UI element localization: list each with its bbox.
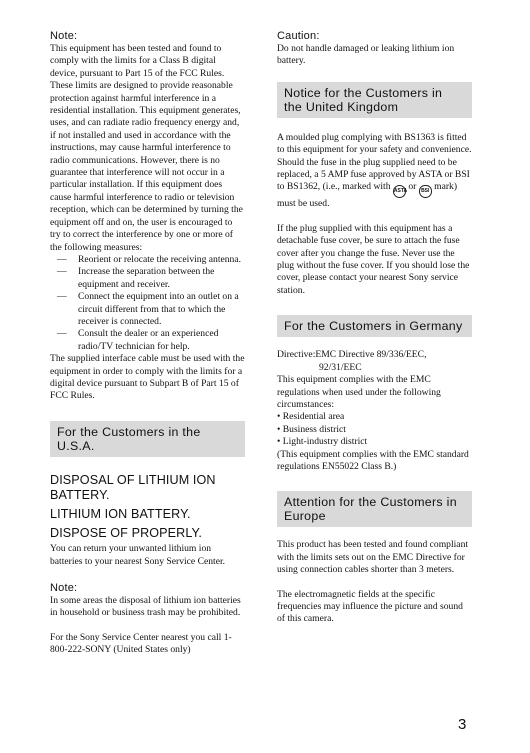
europe-emf-text: The electromagnetic fields at the specific frequencies may influence the picture and sound of this camera. bbox=[277, 588, 463, 625]
directive-line-1: Directive:EMC Directive 89/336/EEC, bbox=[277, 349, 427, 361]
uk-section-heading: Notice for the Customers in the United Kingdom bbox=[277, 82, 472, 118]
caution-heading: Caution: bbox=[277, 30, 320, 42]
list-item: — Consult the dealer or an experienced radio/TV technician for help. bbox=[57, 328, 219, 352]
list-item: • Light-industry district bbox=[277, 436, 368, 448]
disposal-heading-3: DISPOSE OF PROPERLY. bbox=[50, 525, 203, 540]
germany-emc-text: This equipment complies with the EMC regulations when used under the following circumstances: bbox=[277, 374, 441, 410]
list-item: • Residential area bbox=[277, 411, 345, 423]
uk-fuse-cover-text: If the plug supplied with this equipment has a detachable fuse cover, be sure to attach the fuse cover after you change the fuse. Never use the plug without the fuse cover. If you should lose the cover, please contact your nearest Sony service station. bbox=[277, 222, 470, 296]
uk-plug-text: A moulded plug complying with BS1363 is fitted to this equipment for your safety and convenience. bbox=[277, 131, 472, 156]
caution-text: Do not handle damaged or leaking lithium ion battery. bbox=[277, 43, 455, 67]
dash-marker: — bbox=[57, 266, 67, 278]
disposal-heading-1: DISPOSAL OF LITHIUM ION BATTERY. bbox=[50, 472, 216, 503]
list-item: — Increase the separation between the equipment and receiver. bbox=[57, 266, 215, 290]
fcc-notice-text: This equipment has been tested and found to comply with the limits for a Class B digital device, pursuant to Part 15 of the FCC Rules. These limits are designed to provide reasonable protection against harmful interference in a residential installation. This equipment generates, uses, and can radiate radio frequency energy and, if not installed and used in accordance with the instructions, may cause harmful interference to radio communications. However, there is no guarantee that interference will not occur in a particular installation. If this equipment does cause harmful interference to radio or television reception, which can be determined by turning the equipment off and on, the user is encouraged to try to correct the interference by one or more of the following measures: bbox=[50, 43, 243, 253]
usa-section-heading: For the Customers in the U.S.A. bbox=[50, 421, 245, 457]
note2-heading: Note: bbox=[50, 581, 78, 594]
disposal-heading-2: LITHIUM ION BATTERY. bbox=[50, 506, 191, 521]
disposal-note-text: In some areas the disposal of lithium ion batteries in household or business trash may be prohibited. bbox=[50, 594, 241, 619]
dash-marker: — bbox=[57, 328, 67, 340]
battery-return-text: You can return your unwanted lithium ion batteries to your nearest Sony Service Center. bbox=[50, 543, 226, 567]
interference-measures-list bbox=[50, 254, 245, 353]
dash-marker: — bbox=[57, 291, 67, 303]
directive-line-2: 92/31/EEC bbox=[319, 361, 362, 373]
uk-fuse-text: Should the fuse in the plug supplied need to be replaced, a 5 AMP fuse approved by ASTA or BSI to BS1362, (i.e., marked with ASTA or BSI mark) must be used. bbox=[277, 156, 470, 210]
germany-section-heading: For the Customers in Germany bbox=[277, 315, 472, 337]
list-item: • Business district bbox=[277, 423, 346, 435]
left-column bbox=[50, 30, 245, 657]
list-item: — Connect the equipment into an outlet on a circuit different from that to which the receiver is connected. bbox=[57, 291, 239, 327]
interface-cable-text: The supplied interface cable must be used with the equipment in order to comply with the limits for a digital device pursuant to Subpart B of Part 15 of FCC Rules. bbox=[50, 353, 245, 402]
dash-marker: — bbox=[57, 253, 67, 265]
asta-mark-icon: ASTA bbox=[393, 185, 406, 198]
germany-standard-note: (This equipment complies with the EMC standard regulations EN55022 Class B.) bbox=[277, 448, 469, 472]
list-item: — Reorient or relocate the receiving antenna. bbox=[57, 253, 242, 265]
circumstances-list bbox=[277, 411, 472, 448]
note-heading: Note: bbox=[50, 30, 78, 42]
bsi-kitemark-icon: BSI bbox=[419, 185, 432, 198]
europe-section-heading: Attention for the Customers in Europe bbox=[277, 491, 472, 527]
page-number: 3 bbox=[458, 716, 467, 733]
right-column bbox=[277, 30, 472, 626]
service-center-text: For the Sony Service Center nearest you call 1-800-222-SONY (United States only) bbox=[50, 631, 232, 656]
europe-compliance-text: This product has been tested and found compliant with the limits sets out on the EMC Directive for using connection cables shorter than 3 meters. bbox=[277, 539, 469, 576]
